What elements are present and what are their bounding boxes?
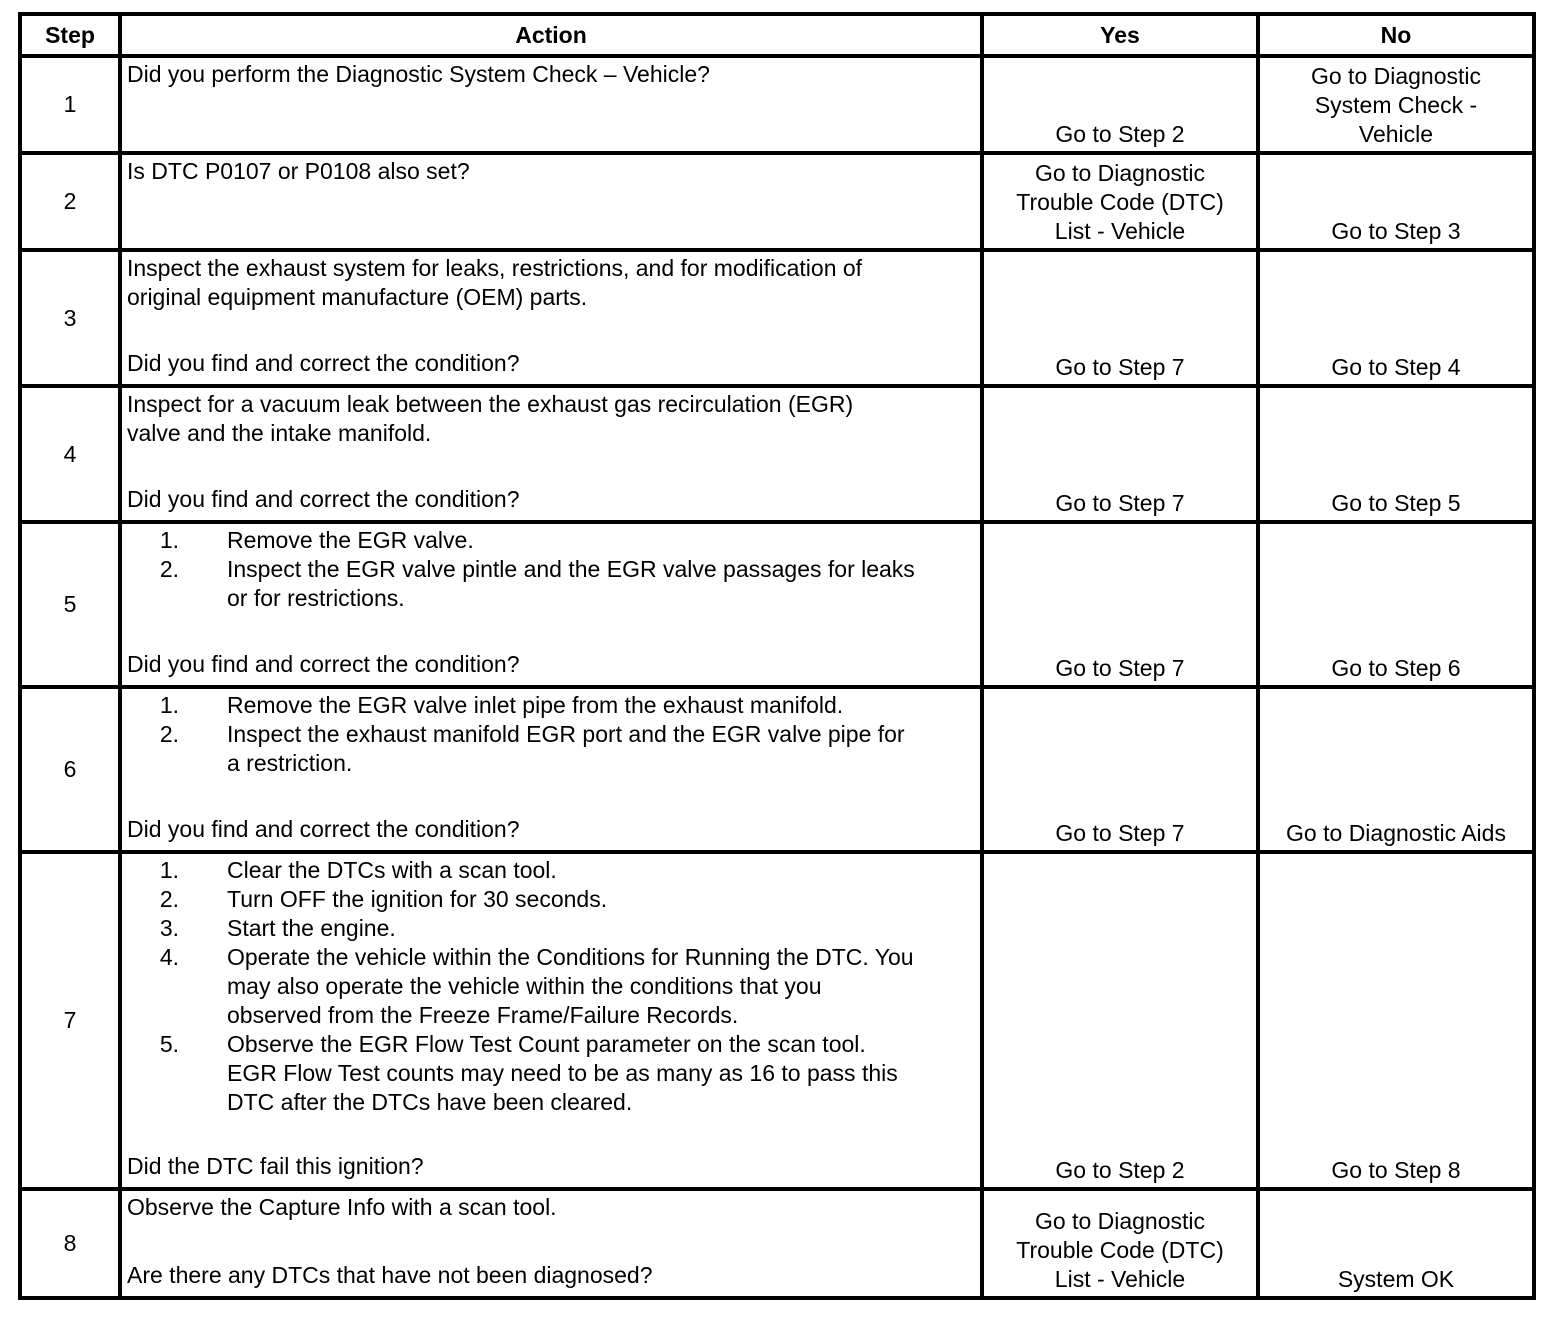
list-item-number: 1. [159, 527, 179, 553]
no-result [1260, 217, 1532, 248]
list-item-line: Observe the EGR Flow Test Count parameter on the scan tool. [227, 1031, 866, 1057]
list-item-text [227, 885, 980, 914]
list-item-text [227, 1030, 980, 1117]
step-number: 1 [20, 56, 120, 153]
no-result-line: Go to Step 4 [1331, 354, 1461, 380]
yes-result-line: Go to Step 7 [1055, 655, 1185, 681]
action-question: Did you find and correct the condition? [127, 816, 520, 842]
yes-result-cell [982, 1189, 1258, 1298]
no-result-cell [1258, 386, 1534, 522]
yes-result [984, 353, 1256, 384]
action-instructions [127, 1193, 980, 1222]
no-result-cell [1258, 56, 1534, 153]
action-instructions [127, 390, 980, 448]
action-list [127, 856, 980, 1117]
list-item-number: 4. [159, 944, 179, 970]
no-result [1260, 489, 1532, 520]
yes-result-cell [982, 153, 1258, 250]
no-result-cell [1258, 687, 1534, 852]
yes-result-cell [982, 522, 1258, 687]
action-question: Are there any DTCs that have not been diagnosed? [127, 1262, 653, 1288]
list-item-number: 2. [159, 886, 179, 912]
table-body [20, 56, 1534, 1298]
yes-result-cell [982, 687, 1258, 852]
no-result-line: Vehicle [1358, 121, 1434, 147]
list-item-line: Remove the EGR valve inlet pipe from the exhaust manifold. [227, 692, 844, 718]
list-item-line: Operate the vehicle within the Conditions for Running the DTC. You [227, 944, 914, 970]
yes-result [984, 1156, 1256, 1187]
action-content [122, 252, 980, 380]
no-result [1260, 654, 1532, 685]
list-item-line: a restriction. [227, 750, 353, 776]
list-item-line: DTC after the DTCs have been cleared. [227, 1089, 633, 1115]
no-result-cell [1258, 250, 1534, 386]
list-item-text [227, 914, 980, 943]
yes-result-cell [982, 56, 1258, 153]
yes-result-line: Go to Diagnostic [1034, 1208, 1206, 1234]
no-result-line: Go to Diagnostic Aids [1286, 820, 1506, 846]
action-cell [120, 56, 982, 153]
list-item-number: 1. [159, 692, 179, 718]
step-number: 8 [20, 1189, 120, 1298]
action-list-item [127, 691, 980, 720]
list-item-line: EGR Flow Test counts may need to be as many as 16 to pass this [227, 1060, 898, 1086]
list-item-line: Start the engine. [227, 915, 396, 941]
action-content [122, 388, 980, 516]
table-row [20, 56, 1534, 153]
list-item-text [227, 943, 980, 1030]
no-result-cell [1258, 153, 1534, 250]
action-content [122, 854, 980, 1183]
list-item-number: 3. [159, 915, 179, 941]
table-row [20, 522, 1534, 687]
list-item-number: 2. [159, 556, 179, 582]
table-row [20, 1189, 1534, 1298]
action-text: Is DTC P0107 or P0108 also set? [127, 158, 470, 184]
action-list-item [127, 1030, 980, 1117]
action-list [127, 691, 980, 778]
table-row [20, 250, 1534, 386]
action-list-item [127, 914, 980, 943]
yes-result-cell [982, 386, 1258, 522]
action-list-item [127, 943, 980, 1030]
list-item-line: Clear the DTCs with a scan tool. [227, 857, 557, 883]
step-number: 2 [20, 153, 120, 250]
yes-result-line: List - Vehicle [1054, 1266, 1186, 1292]
yes-result [984, 654, 1256, 685]
yes-result-line: Go to Step 7 [1055, 354, 1185, 380]
yes-result-line: Go to Step 7 [1055, 820, 1185, 846]
list-item-line: or for restrictions. [227, 585, 405, 611]
action-list [127, 526, 980, 613]
action-list-item [127, 856, 980, 885]
no-result [1260, 62, 1532, 151]
header-action: Action [120, 14, 982, 56]
no-result [1260, 1156, 1532, 1187]
action-cell [120, 852, 982, 1189]
action-list-item [127, 526, 980, 555]
list-item-line: observed from the Freeze Frame/Failure Records. [227, 1002, 739, 1028]
step-number: 6 [20, 687, 120, 852]
list-item-text [227, 691, 980, 720]
list-item-line: Inspect the EGR valve pintle and the EGR valve passages for leaks [227, 556, 915, 582]
action-instructions [127, 157, 980, 186]
action-question: Did the DTC fail this ignition? [127, 1153, 424, 1179]
header-no: No [1258, 14, 1534, 56]
no-result-cell [1258, 522, 1534, 687]
action-cell [120, 153, 982, 250]
table-row [20, 153, 1534, 250]
action-list-item [127, 885, 980, 914]
action-cell [120, 386, 982, 522]
header-yes: Yes [982, 14, 1258, 56]
yes-result [984, 159, 1256, 248]
yes-result-cell [982, 852, 1258, 1189]
diagnostic-table [18, 12, 1536, 1300]
header-step: Step [20, 14, 120, 56]
no-result-line: System OK [1337, 1266, 1455, 1292]
action-content [122, 524, 980, 681]
no-result-line: Go to Step 3 [1331, 218, 1461, 244]
step-number: 3 [20, 250, 120, 386]
list-item-text [227, 526, 980, 555]
yes-result-line: Trouble Code (DTC) [1016, 1237, 1224, 1263]
yes-result [984, 1207, 1256, 1296]
action-instructions [127, 526, 980, 613]
yes-result-cell [982, 250, 1258, 386]
action-cell [120, 250, 982, 386]
list-item-number: 5. [159, 1031, 179, 1057]
action-content [122, 58, 980, 147]
action-instructions [127, 691, 980, 778]
table-row [20, 687, 1534, 852]
no-result [1260, 353, 1532, 384]
action-content [122, 1191, 980, 1292]
list-item-number: 1. [159, 857, 179, 883]
action-list-item [127, 555, 980, 613]
action-instructions [127, 60, 980, 89]
action-question: Did you find and correct the condition? [127, 651, 520, 677]
list-item-line: Inspect the exhaust manifold EGR port and the EGR valve pipe for [227, 721, 905, 747]
action-list-item [127, 720, 980, 778]
action-line: Observe the Capture Info with a scan tool. [127, 1194, 557, 1220]
yes-result-line: List - Vehicle [1054, 218, 1186, 244]
list-item-line: may also operate the vehicle within the conditions that you [227, 973, 822, 999]
list-item-line: Remove the EGR valve. [227, 527, 474, 553]
list-item-text [227, 555, 980, 613]
yes-result-line: Go to Diagnostic [1034, 160, 1206, 186]
yes-result [984, 819, 1256, 850]
yes-result-line: Trouble Code (DTC) [1016, 189, 1224, 215]
list-item-text [227, 720, 980, 778]
no-result [1260, 819, 1532, 850]
action-content [122, 689, 980, 846]
step-number: 4 [20, 386, 120, 522]
list-item-text [227, 856, 980, 885]
no-result-line: Go to Step 5 [1331, 490, 1461, 516]
action-line: Inspect the exhaust system for leaks, restrictions, and for modification of [127, 255, 863, 281]
action-content [122, 155, 980, 244]
action-line: valve and the intake manifold. [127, 420, 432, 446]
action-question: Did you find and correct the condition? [127, 486, 520, 512]
yes-result [984, 120, 1256, 151]
yes-result-line: Go to Step 7 [1055, 490, 1185, 516]
no-result-line: System Check - [1314, 92, 1478, 118]
list-item-number: 2. [159, 721, 179, 747]
action-text: Did you perform the Diagnostic System Check – Vehicle? [127, 61, 710, 87]
header-row [20, 14, 1534, 56]
step-number: 5 [20, 522, 120, 687]
action-cell [120, 522, 982, 687]
no-result [1260, 1265, 1532, 1296]
table-row [20, 852, 1534, 1189]
yes-result [984, 489, 1256, 520]
action-instructions [127, 856, 980, 1117]
no-result-line: Go to Step 8 [1331, 1157, 1461, 1183]
action-cell [120, 687, 982, 852]
no-result-line: Go to Step 6 [1331, 655, 1461, 681]
table-row [20, 386, 1534, 522]
action-question: Did you find and correct the condition? [127, 350, 520, 376]
action-line: Inspect for a vacuum leak between the exhaust gas recirculation (EGR) [127, 391, 854, 417]
action-instructions [127, 254, 980, 312]
no-result-line: Go to Diagnostic [1310, 63, 1482, 89]
no-result-cell [1258, 1189, 1534, 1298]
yes-result-line: Go to Step 2 [1055, 1157, 1185, 1183]
no-result-cell [1258, 852, 1534, 1189]
action-cell [120, 1189, 982, 1298]
list-item-line: Turn OFF the ignition for 30 seconds. [227, 886, 608, 912]
yes-result-line: Go to Step 2 [1055, 121, 1185, 147]
step-number: 7 [20, 852, 120, 1189]
action-line: original equipment manufacture (OEM) parts. [127, 284, 588, 310]
